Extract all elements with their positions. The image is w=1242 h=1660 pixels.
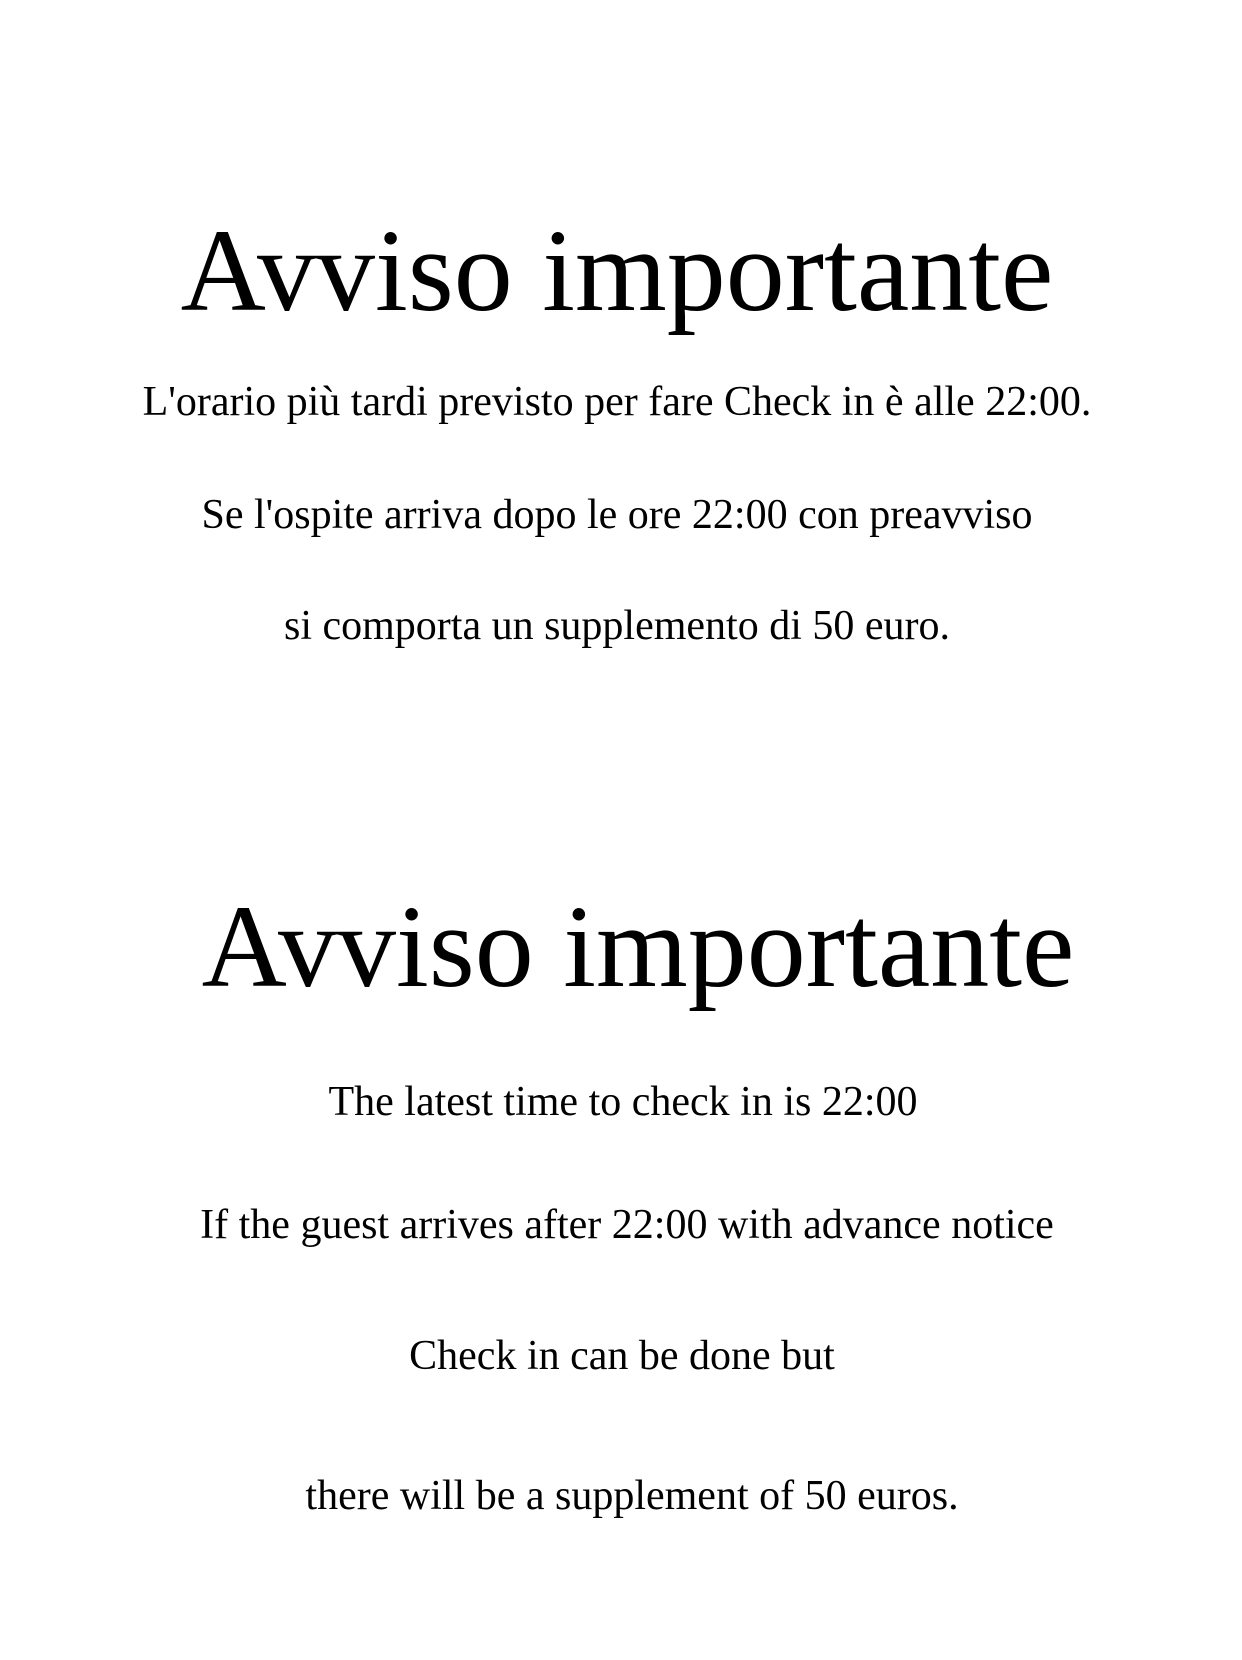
notice-title: Avviso importante [201, 881, 1075, 1012]
notice-line-checkin-possible: Check in can be done but [409, 1333, 835, 1379]
notice-line-latest-checkin: The latest time to check in is 22:00 [328, 1079, 918, 1125]
notice-line-late-arrival: If the guest arrives after 22:00 with advance notice [200, 1202, 1054, 1248]
notice-title: Avviso importante [180, 205, 1054, 336]
notice-line-latest-checkin: L'orario più tardi previsto per fare Check in è alle 22:00. [142, 379, 1092, 425]
notice-line-late-arrival: Se l'ospite arriva dopo le ore 22:00 con preavviso [201, 492, 1033, 538]
notice-line-supplement: si comporta un supplemento di 50 euro. [283, 603, 951, 649]
notice-line-supplement: there will be a supplement of 50 euros. [305, 1473, 959, 1519]
